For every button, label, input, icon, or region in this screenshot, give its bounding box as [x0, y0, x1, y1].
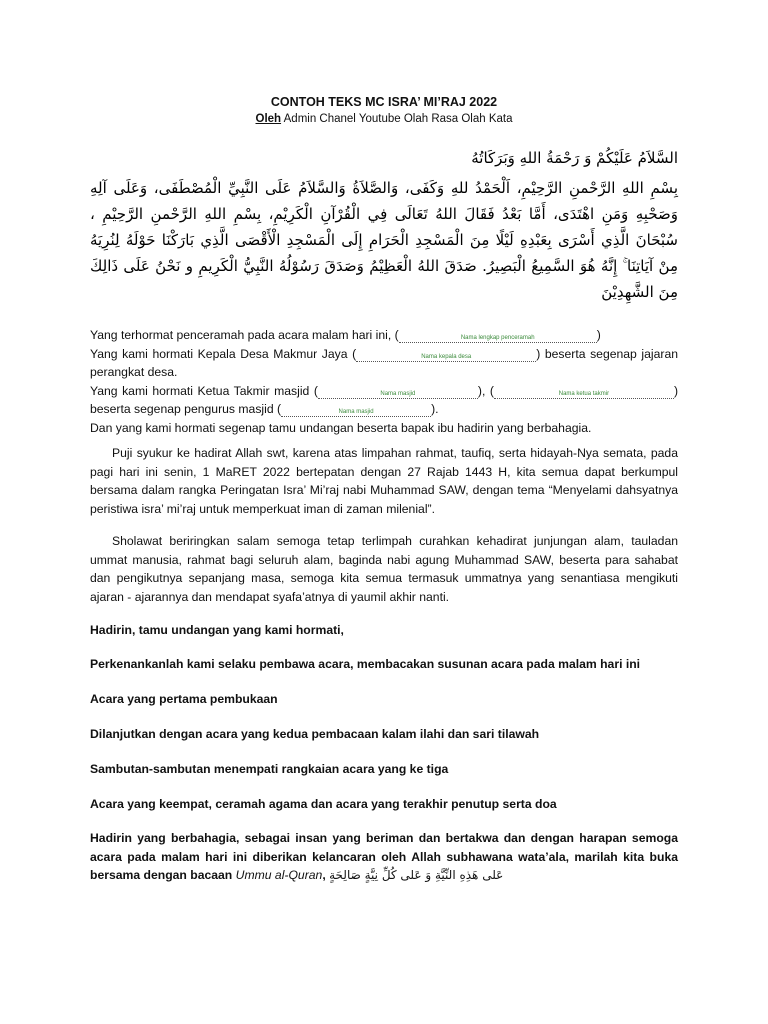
field-nama-ketua-takmir[interactable]: Nama ketua takmir	[494, 390, 674, 399]
document-title: CONTOH TEKS MC ISRA’ MI’RAJ 2022	[270, 95, 498, 109]
field-nama-masjid-2[interactable]: Nama masjid	[281, 408, 431, 417]
greeting-kepala-desa	[90, 345, 678, 382]
arabic-opening: بِسْمِ اللهِ الرَّحْمنِ الرَّحِيْمِ، اَلْحَمْدُ للهِ وَكَفَى، وَالصَّلاَةُ وَالسَّلاَمُ عَلَى النَّبِيِّ الْمُصْطَفَى، وَعَلَى آلِهِ وَصَحْبِهِ وَمَنِ اهْتَدَى، أَمَّا بَعْدُ فَقَالَ اللهُ تَعَالَى فِي الْقُرْآنِ الْكَرِيْمِ، بِسْمِ اللهِ الرَّحْمنِ الرَّحِيْمِ ، سُبْحَانَ الَّذِي أَسْرَى بِعَبْدِهِ لَيْلًا مِنَ الْمَسْجِدِ الْحَرَامِ إِلَى الْمَسْجِدِ الْأَقْصَى الَّذِي بَارَكْنَا حَوْلَهُ لِنُرِيَهُ مِنْ آيَاتِنَا ۚ إِنَّهُ هُوَ السَّمِيعُ الْبَصِيرُ. صَدَقَ اللهُ الْعَظِيْمُ وَصَدَقَ رَسُوْلُهُ النَّبِيُّ الْكَرِيمِ و نَحْنُ عَلَى ذَالِكَ مِنَ الشَّهِدِيْنَ	[90, 179, 678, 301]
field-nama-penceramah[interactable]: Nama lengkap penceramah	[399, 334, 597, 343]
paragraph-sholawat	[90, 532, 678, 606]
agenda-item-4: Acara yang keempat, ceramah agama dan acara yang terakhir penutup serta doa	[90, 797, 557, 811]
field-nama-kepala-desa[interactable]: Nama kepala desa	[356, 353, 536, 362]
greeting-text: ).	[431, 402, 439, 417]
byline-text: Admin Chanel Youtube Olah Rasa Olah Kata	[281, 113, 513, 125]
greeting-tamu: Dan yang kami hormati segenap tamu undangan beserta bapak ibu hadirin yang berbahagia.	[90, 420, 592, 435]
closing-text-a: Hadirin yang berbahagia, sebagai insan yang beriman dan bertakwa dan dengan harapan semoga acara pada malam hari ini diberikan kelancaran oleh Allah subhawana wata’ala, marilah kita buka bersama dengan bacaan	[90, 831, 678, 883]
greetings-block	[90, 326, 678, 438]
byline-prefix: Oleh	[255, 113, 282, 125]
greeting-text: Yang kami hormati Ketua Takmir masjid (	[90, 383, 318, 398]
agenda-item-3: Sambutan-sambutan menempati rangkaian acara yang ke tiga	[90, 762, 449, 776]
field-nama-masjid[interactable]: Nama masjid	[318, 390, 478, 399]
closing-text-b: ,	[322, 868, 330, 883]
arabic-salam: السَّلاَمُ عَلَيْكُمْ وَ رَحْمَةُ اللهِ وَبَرَكَاتُهُ	[471, 149, 678, 167]
closing-italic: Ummu al-Quran	[235, 868, 323, 883]
paragraph-hadirin: Hadirin, tamu undangan yang kami hormati,	[90, 623, 344, 637]
closing-text	[90, 829, 678, 885]
agenda-item-1: Acara yang pertama pembukaan	[90, 692, 278, 706]
greeting-text: ) beserta segenap pengurus masjid (	[90, 383, 678, 417]
byline	[0, 113, 768, 125]
agenda-item-2: Dilanjutkan dengan acara yang kedua pembacaan kalam ilahi dan sari tilawah	[90, 727, 540, 741]
greeting-text: Yang kami hormati Kepala Desa Makmur Jaya (	[90, 346, 357, 361]
greeting-penceramah	[90, 326, 678, 345]
paragraph-text: Sholawat beriringkan salam semoga tetap terlimpah curahkan kehadirat junjungan alam, tauladan ummat manusia, rahmat bagi seluruh alam, baginda nabi agung Muhammad SAW, beserta para sahabat dan pengikutnya sepanjang masa, semoga kita semua termasuk ummatnya yang senantiasa mengikuti ajaran - ajarannya dan mendapat syafa’atnya di yaumil akhir nanti.	[90, 534, 678, 604]
greeting-text: Yang terhormat penceramah pada acara malam hari ini, (	[90, 328, 399, 342]
greeting-takmir	[90, 382, 678, 419]
paragraph-puji-syukur	[90, 444, 678, 518]
paragraph-closing	[90, 829, 678, 885]
paragraph-perkenankan: Perkenankanlah kami selaku pembawa acara, membacakan susunan acara pada malam hari ini	[90, 657, 641, 671]
greeting-text: ), (	[477, 383, 494, 398]
closing-arabic: عَلى هَذِهِ النِّيَّةِ وَ عَلى كُلِّ نِيَّةٍ صَالِحَةٍ	[329, 868, 504, 883]
greeting-text: )	[596, 328, 601, 342]
paragraph-text: Puji syukur ke hadirat Allah swt, karena atas limpahan rahmat, taufiq, serta hidayah-Nya semata, pada pagi hari ini senin, 1 MaRET 2022 bertepatan dengan 27 Rajab 1443 H, kita semua dapat berkumpul bersama dalam rangka Peringatan Isra’ Mi’raj nabi Muhammad SAW, dengan tema “Menyelami dahsyatnya peristiwa isra’ mi’raj untuk memperkuat iman di zaman milenial”.	[90, 446, 678, 516]
greeting-text: ) beserta segenap jajaran perangkat desa.	[90, 346, 678, 380]
